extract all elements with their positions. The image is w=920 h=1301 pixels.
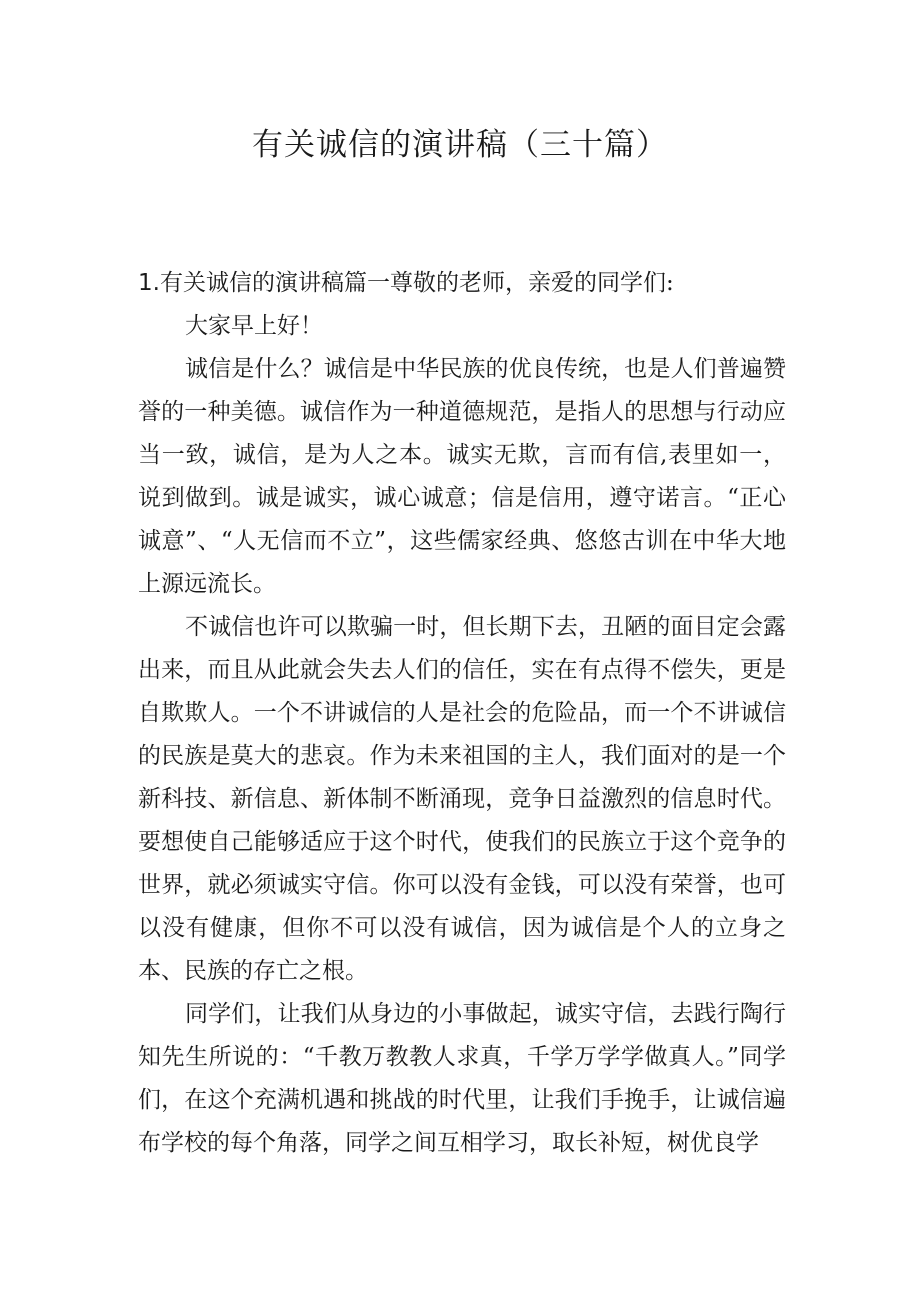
section-heading-text: 有关诚信的演讲稿篇一尊敬的老师，亲爱的同学们: bbox=[159, 270, 674, 296]
paragraph: 同学们，让我们从身边的小事做起，诚实守信，去践行陶行知先生所说的：“千教万教教人求真，千学万学学做真人。”同学们，在这个充满机遇和挑战的时代里，让我们手挽手，让诚信遍布学校的每个角落，同学之间互相学习，取长补短，树优良学 bbox=[138, 1001, 786, 1156]
document-title: 有关诚信的演讲稿（三十篇） bbox=[252, 127, 668, 163]
section-heading bbox=[138, 262, 786, 305]
paragraph: 诚信是什么？诚信是中华民族的优良传统，也是人们普遍赞誉的一种美德。诚信作为一种道德规范，是指人的思想与行动应当一致，诚信，是为人之本。诚实无欺，言而有信,表里如一，说到做到。诚是诚实，诚心诚意；信是信用，遵守诺言。“正心诚意”、“人无信而不立”，这些儒家经典、悠悠古训在中华大地上源远流长。 bbox=[138, 356, 786, 597]
paragraph: 不诚信也许可以欺骗一时，但长期下去，丑陋的面目定会露出来，而且从此就会失去人们的信任，实在有点得不偿失，更是自欺欺人。一个不讲诚信的人是社会的危险品，而一个不讲诚信的民族是莫大的悲哀。作为未来祖国的主人，我们面对的是一个新科技、新信息、新体制不断涌现，竞争日益激烈的信息时代。要想使自己能够适应于这个时代，使我们的民族立于这个竞争的世界，就必须诚实守信。你可以没有金钱，可以没有荣誉，也可以没有健康，但你不可以没有诚信，因为诚信是个人的立身之本、民族的存亡之根。 bbox=[138, 614, 786, 984]
paragraph-greeting: 大家早上好！ bbox=[185, 313, 323, 339]
section-number: 1. bbox=[138, 270, 160, 296]
document-body bbox=[138, 262, 786, 1165]
